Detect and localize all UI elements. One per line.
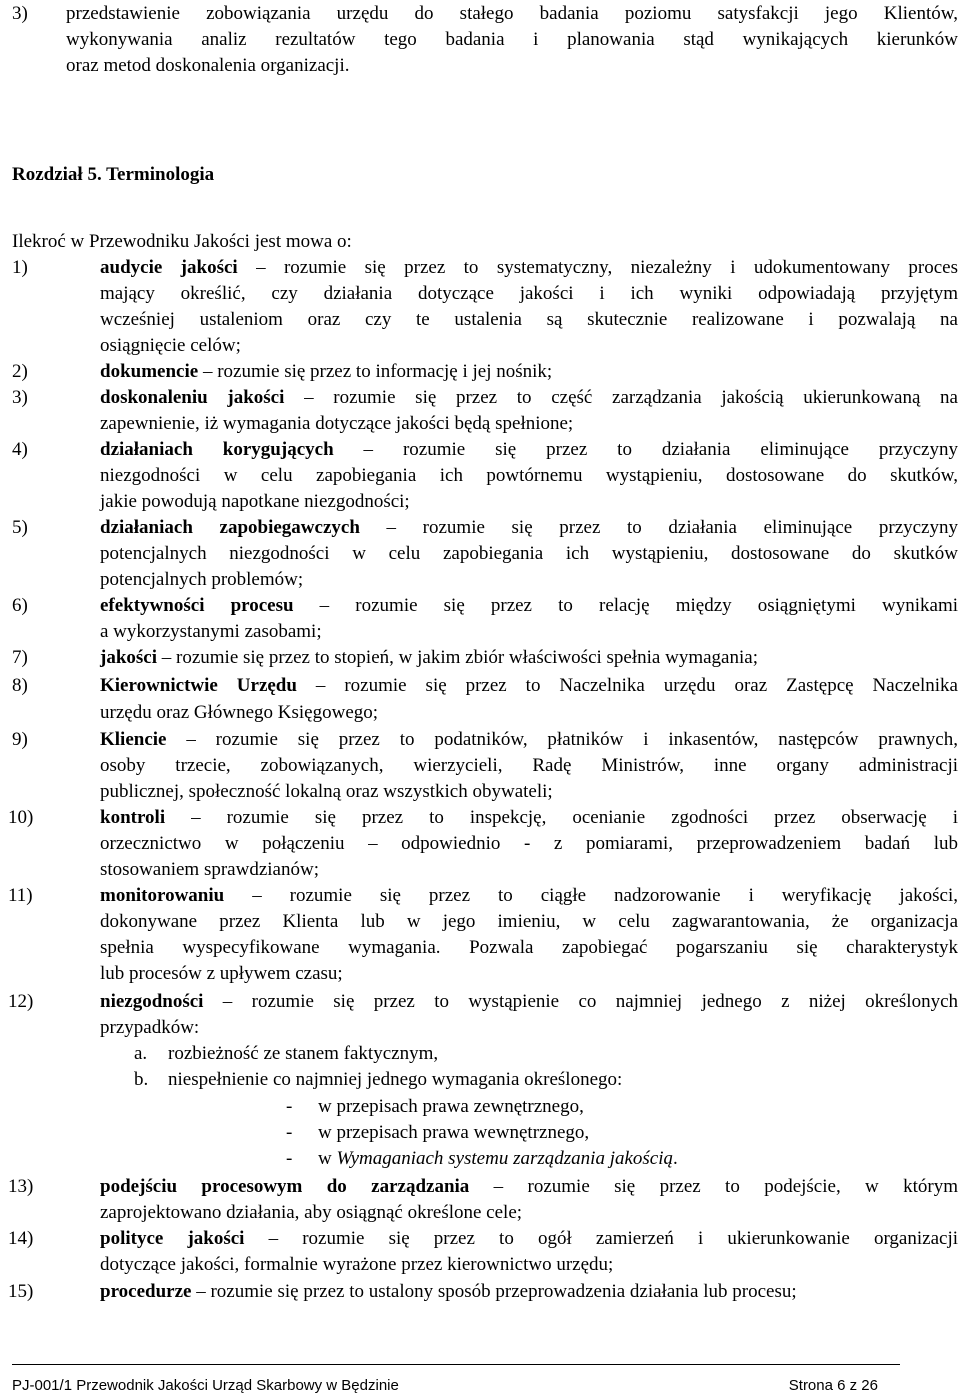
definition-line: stosowaniem sprawdzianów; <box>100 859 319 880</box>
intro-item-line: oraz metod doskonalenia organizacji. <box>66 55 350 76</box>
definition-first-line: audycie jakości – rozumie się przez to systematyczny, niezależny i udokumentowany proces <box>100 257 959 278</box>
definition-number: 13) <box>8 1176 34 1197</box>
subitem-text: rozbieżność ze stanem faktycznym, <box>168 1043 439 1064</box>
dash-bullet: - <box>286 1122 293 1143</box>
definition-number: 9) <box>12 729 28 750</box>
subitem-text: niespełnienie co najmniej jednego wymagania określonego: <box>168 1069 623 1090</box>
definition-first-line: Kliencie – rozumie się przez to podatników, płatników i inkasentów, następców prawnych, <box>100 729 958 750</box>
definition-line: dotyczące jakości, formalnie wyrażone przez kierownictwo urzędu; <box>100 1254 614 1275</box>
definition-number: 12) <box>8 991 34 1012</box>
intro-item-line: przedstawienie zobowiązania urzędu do stałego badania poziomu satysfakcji jego Klientów, <box>66 3 958 24</box>
definition-line: spełnia wyspecyfikowane wymagania. Pozwala zapobiegać pogarszaniu się charakterystyk <box>100 937 958 958</box>
footer-page-number: Strona 6 z 26 <box>788 1377 878 1394</box>
lead-sentence: Ilekroć w Przewodniku Jakości jest mowa o: <box>12 231 352 252</box>
definition-line: wcześniej ustaleniom oraz czy te ustalenia są skutecznie realizowane i pozwalają na <box>100 309 958 330</box>
definition-number: 6) <box>12 595 28 616</box>
definition-number: 7) <box>12 647 28 668</box>
dash-item-text: w Wymaganiach systemu zarządzania jakością. <box>318 1148 678 1169</box>
definition-number: 2) <box>12 361 28 382</box>
subitem-letter: b. <box>134 1069 149 1090</box>
definition-number: 15) <box>8 1281 34 1302</box>
definition-first-line: kontroli – rozumie się przez to inspekcję, ocenianie zgodności przez obserwację i <box>100 807 958 828</box>
definition-line: potencjalnych niezgodności w celu zapobiegania ich wystąpieniu, dostosowane do skutków <box>100 543 958 564</box>
definition-first-line: działaniach zapobiegawczych – rozumie się przez to działania eliminujące przyczyny <box>100 517 958 538</box>
definition-first-line: działaniach korygujących – rozumie się przez to działania eliminujące przyczyny <box>100 439 958 460</box>
definition-first-line: doskonaleniu jakości – rozumie się przez to część zarządzania jakością ukierunkowaną na <box>100 387 958 408</box>
definition-line: potencjalnych problemów; <box>100 569 304 590</box>
definition-first-line: Kierownictwie Urzędu – rozumie się przez to Naczelnika urzędu oraz Zastępcę Naczelnika <box>100 675 958 696</box>
definition-number: 10) <box>8 807 34 828</box>
definition-number: 11) <box>8 885 33 906</box>
definition-first-line: niezgodności – rozumie się przez to wystąpienie co najmniej jednego z niżej określonych <box>100 991 958 1012</box>
definition-number: 3) <box>12 387 28 408</box>
definition-line: a wykorzystanymi zasobami; <box>100 621 322 642</box>
dash-item-text: w przepisach prawa zewnętrznego, <box>318 1096 584 1117</box>
definition-first-line: efektywności procesu – rozumie się przez to relację między osiągniętymi wynikami <box>100 595 958 616</box>
definition-line: orzecznictwo w połączeniu – odpowiednio - z pomiarami, przeprowadzeniem badań lub <box>100 833 958 854</box>
definition-line: przypadków: <box>100 1017 200 1038</box>
definition-number: 14) <box>8 1228 34 1249</box>
intro-item-number: 3) <box>12 3 28 24</box>
definition-number: 8) <box>12 675 28 696</box>
definition-first-line: dokumencie – rozumie się przez to informację i jej nośnik; <box>100 361 553 382</box>
footer-divider <box>12 1364 900 1365</box>
definition-line: lub procesów z upływem czasu; <box>100 963 343 984</box>
definition-line: urzędu oraz Głównego Księgowego; <box>100 702 379 723</box>
definition-line: mający określić, czy działania dotyczące jakości i ich wyniki odpowiadają przyjętym <box>100 283 958 304</box>
dash-bullet: - <box>286 1096 293 1117</box>
definition-number: 5) <box>12 517 28 538</box>
definition-line: osoby trzecie, zobowiązanych, wierzycieli, Radę Ministrów, inne organy administracji <box>100 755 958 776</box>
definition-line: zaprojektowano działania, aby osiągnąć określone cele; <box>100 1202 523 1223</box>
definition-first-line: polityce jakości – rozumie się przez to ogół zamierzeń i ukierunkowanie organizacji <box>100 1228 959 1249</box>
definition-first-line: procedurze – rozumie się przez to ustalony sposób przeprowadzenia działania lub procesu; <box>100 1281 797 1302</box>
subitem-letter: a. <box>134 1043 148 1064</box>
definition-number: 1) <box>12 257 28 278</box>
definition-line: zapewnienie, iż wymagania dotyczące jakości będą spełnione; <box>100 413 574 434</box>
definition-line: osiągnięcie celów; <box>100 335 241 356</box>
definition-line: publicznej, społeczność lokalną oraz wszystkich obywateli; <box>100 781 553 802</box>
dash-item-text: w przepisach prawa wewnętrznego, <box>318 1122 590 1143</box>
footer-document-id: PJ-001/1 Przewodnik Jakości Urząd Skarbowy w Będzinie <box>12 1377 399 1394</box>
intro-item-line: wykonywania analiz rezultatów tego badania i planowania stąd wynikających kierunków <box>66 29 958 50</box>
dash-bullet: - <box>286 1148 293 1169</box>
definition-line: niezgodności w celu zapobiegania ich powtórnemu wystąpieniu, dostosowane do skutków, <box>100 465 958 486</box>
definition-first-line: jakości – rozumie się przez to stopień, w jakim zbiór właściwości spełnia wymagania; <box>100 647 758 668</box>
definition-line: jakie powodują napotkane niezgodności; <box>100 491 410 512</box>
chapter-heading: Rozdział 5. Terminologia <box>12 164 215 185</box>
definition-first-line: monitorowaniu – rozumie się przez to ciągłe nadzorowanie i weryfikację jakości, <box>100 885 958 906</box>
definition-number: 4) <box>12 439 28 460</box>
definition-first-line: podejściu procesowym do zarządzania – rozumie się przez to podejście, w którym <box>100 1176 958 1197</box>
definition-line: dokonywane przez Klienta lub w jego imieniu, w celu zagwarantowania, że organizacja <box>100 911 958 932</box>
